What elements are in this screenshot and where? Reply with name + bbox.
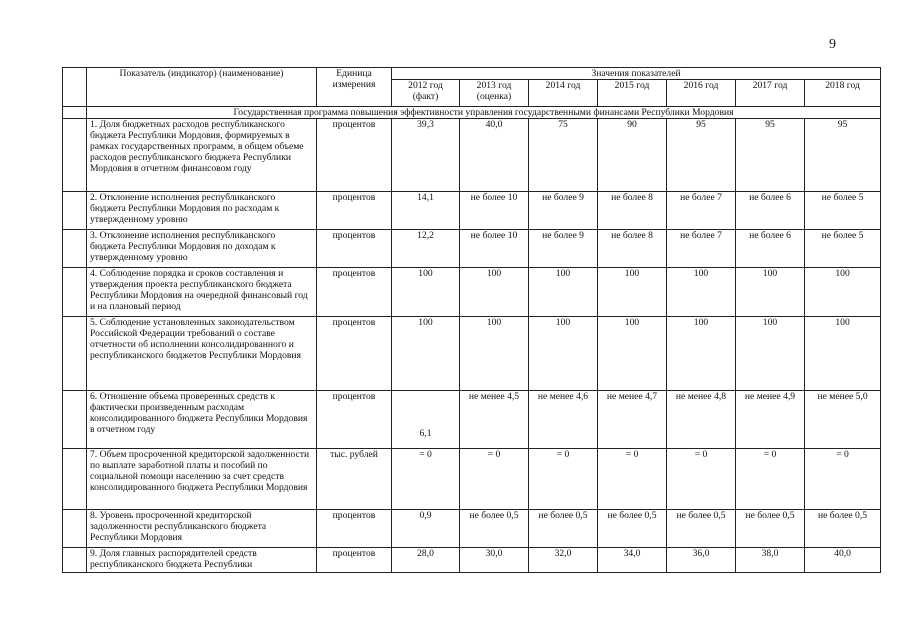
value-cell: 100 [598,317,667,391]
value-cell: 95 [667,119,736,192]
value-cell: = 0 [736,449,805,510]
value-cell: 95 [736,119,805,192]
unit-header: Единица измерения [317,68,392,107]
year-header-2018: 2018 год [805,80,881,107]
value-cell: не более 0,5 [736,510,805,548]
year-header-2012: 2012 год (факт) [392,80,460,107]
value-cell: не более 6 [736,192,805,230]
value-cell: 30,0 [460,548,529,573]
value-cell: не более 5 [805,192,881,230]
value-cell: = 0 [805,449,881,510]
value-cell: 40,0 [805,548,881,573]
values-header: Значения показателей [392,68,881,80]
indicator-unit: процентов [317,510,392,548]
indicator-unit: процентов [317,192,392,230]
value-cell: 100 [736,268,805,317]
indicators-table [62,67,881,573]
table-row [63,119,881,192]
value-cell: 100 [460,317,529,391]
table-row [63,548,881,573]
blank-cell [63,391,87,449]
value-cell: 100 [805,268,881,317]
value-cell: не более 10 [460,230,529,268]
value-cell: не менее 4,8 [667,391,736,449]
blank-cell [63,449,87,510]
indicator-name: 1. Доля бюджетных расходов республиканского бюджета Республики Мордовия, формируемых в рамках государственных программ, в общем объеме расходов республиканского бюджета Республики Мордовия в отчетном финансовом году [87,119,317,192]
header-row-1 [63,68,881,80]
value-cell: 6,1 [392,391,460,449]
table-row [63,192,881,230]
value-cell: не более 8 [598,192,667,230]
indicator-name: 3. Отклонение исполнения республиканского бюджета Республики Мордовия по доходам к утвержденному уровню [87,230,317,268]
value-cell: не более 9 [529,230,598,268]
value-cell: не более 7 [667,192,736,230]
table-row [63,317,881,391]
year-header-2014: 2014 год [529,80,598,107]
value-cell: не менее 4,6 [529,391,598,449]
year-header-2015: 2015 год [598,80,667,107]
indicator-name: 8. Уровень просроченной кредиторской задолженности республиканского бюджета Республики Мордовия [87,510,317,548]
value-cell: 75 [529,119,598,192]
value-cell: 36,0 [667,548,736,573]
value-cell: не более 0,5 [529,510,598,548]
value-cell: не более 5 [805,230,881,268]
value-cell: 100 [805,317,881,391]
table-row [63,510,881,548]
indicator-unit: процентов [317,268,392,317]
blank-cell [63,268,87,317]
indicator-unit: тыс. рублей [317,449,392,510]
value-cell: не менее 4,9 [736,391,805,449]
value-cell: не более 0,5 [805,510,881,548]
table-row [63,230,881,268]
blank-cell [63,192,87,230]
indicator-unit: процентов [317,317,392,391]
value-cell: 100 [667,317,736,391]
value-cell: не более 8 [598,230,667,268]
value-cell: 39,3 [392,119,460,192]
year-header-2013: 2013 год (оценка) [460,80,529,107]
value-cell: = 0 [529,449,598,510]
value-cell: 28,0 [392,548,460,573]
value-cell: = 0 [667,449,736,510]
value-cell: 100 [392,317,460,391]
value-cell: 95 [805,119,881,192]
section-title: Государственная программа повышения эффективности управления государственными финансами Республики Мордовия [87,107,881,119]
value-cell: 100 [392,268,460,317]
indicator-unit: процентов [317,548,392,573]
value-cell: не более 6 [736,230,805,268]
indicator-unit: процентов [317,391,392,449]
value-cell: 12,2 [392,230,460,268]
table-row [63,391,881,449]
table-row [63,449,881,510]
blank-cell [63,510,87,548]
value-cell: не более 0,5 [667,510,736,548]
value-cell: не менее 5,0 [805,391,881,449]
value-cell: 100 [736,317,805,391]
value-cell: не более 0,5 [460,510,529,548]
value-cell: 100 [667,268,736,317]
blank-cell [63,317,87,391]
blank-cell [63,119,87,192]
value-cell: 100 [529,268,598,317]
indicator-name: 2. Отклонение исполнения республиканского бюджета Республики Мордовия по расходам к утвержденному уровню [87,192,317,230]
value-cell: = 0 [460,449,529,510]
value-cell: = 0 [598,449,667,510]
page-number: 9 [829,37,836,52]
blank-cell [63,230,87,268]
blank-cell [63,107,87,119]
value-cell: = 0 [392,449,460,510]
value-cell: не более 10 [460,192,529,230]
indicator-unit: процентов [317,119,392,192]
value-cell: не более 9 [529,192,598,230]
value-cell: 32,0 [529,548,598,573]
indicator-name: 4. Соблюдение порядка и сроков составления и утверждения проекта республиканского бюджета Республики Мордовия на очередной финансовый год и на плановый период [87,268,317,317]
table-row [63,268,881,317]
value-cell: не менее 4,5 [460,391,529,449]
value-cell: 100 [598,268,667,317]
indicator-name: 5. Соблюдение установленных законодательством Российской Федерации требований о составе отчетности об исполнении консолидированного и республиканского бюджетов Республики Мордовия [87,317,317,391]
value-cell: не более 7 [667,230,736,268]
year-header-2017: 2017 год [736,80,805,107]
value-cell: 40,0 [460,119,529,192]
value-cell: 100 [460,268,529,317]
value-cell: 14,1 [392,192,460,230]
blank-cell [63,548,87,573]
value-cell: не более 0,5 [598,510,667,548]
value-cell: 100 [529,317,598,391]
year-header-2016: 2016 год [667,80,736,107]
indicator-header: Показатель (индикатор) (наименование) [87,68,317,107]
value-cell: 90 [598,119,667,192]
blank-header-cell [63,68,87,107]
indicator-unit: процентов [317,230,392,268]
value-cell: 38,0 [736,548,805,573]
value-cell: не менее 4,7 [598,391,667,449]
indicator-name: 9. Доля главных распорядителей средств республиканского бюджета Республики [87,548,317,573]
value-cell: 34,0 [598,548,667,573]
indicator-name: 7. Объем просроченной кредиторской задолженности по выплате заработной платы и пособий по социальной помощи населению за счет средств консолидированного бюджета Республики Мордовия [87,449,317,510]
indicator-name: 6. Отношение объема проверенных средств к фактически произведенным расходам консолидированного бюджета Республики Мордовия в отчетном году [87,391,317,449]
section-row [63,107,881,119]
value-cell: 0,9 [392,510,460,548]
